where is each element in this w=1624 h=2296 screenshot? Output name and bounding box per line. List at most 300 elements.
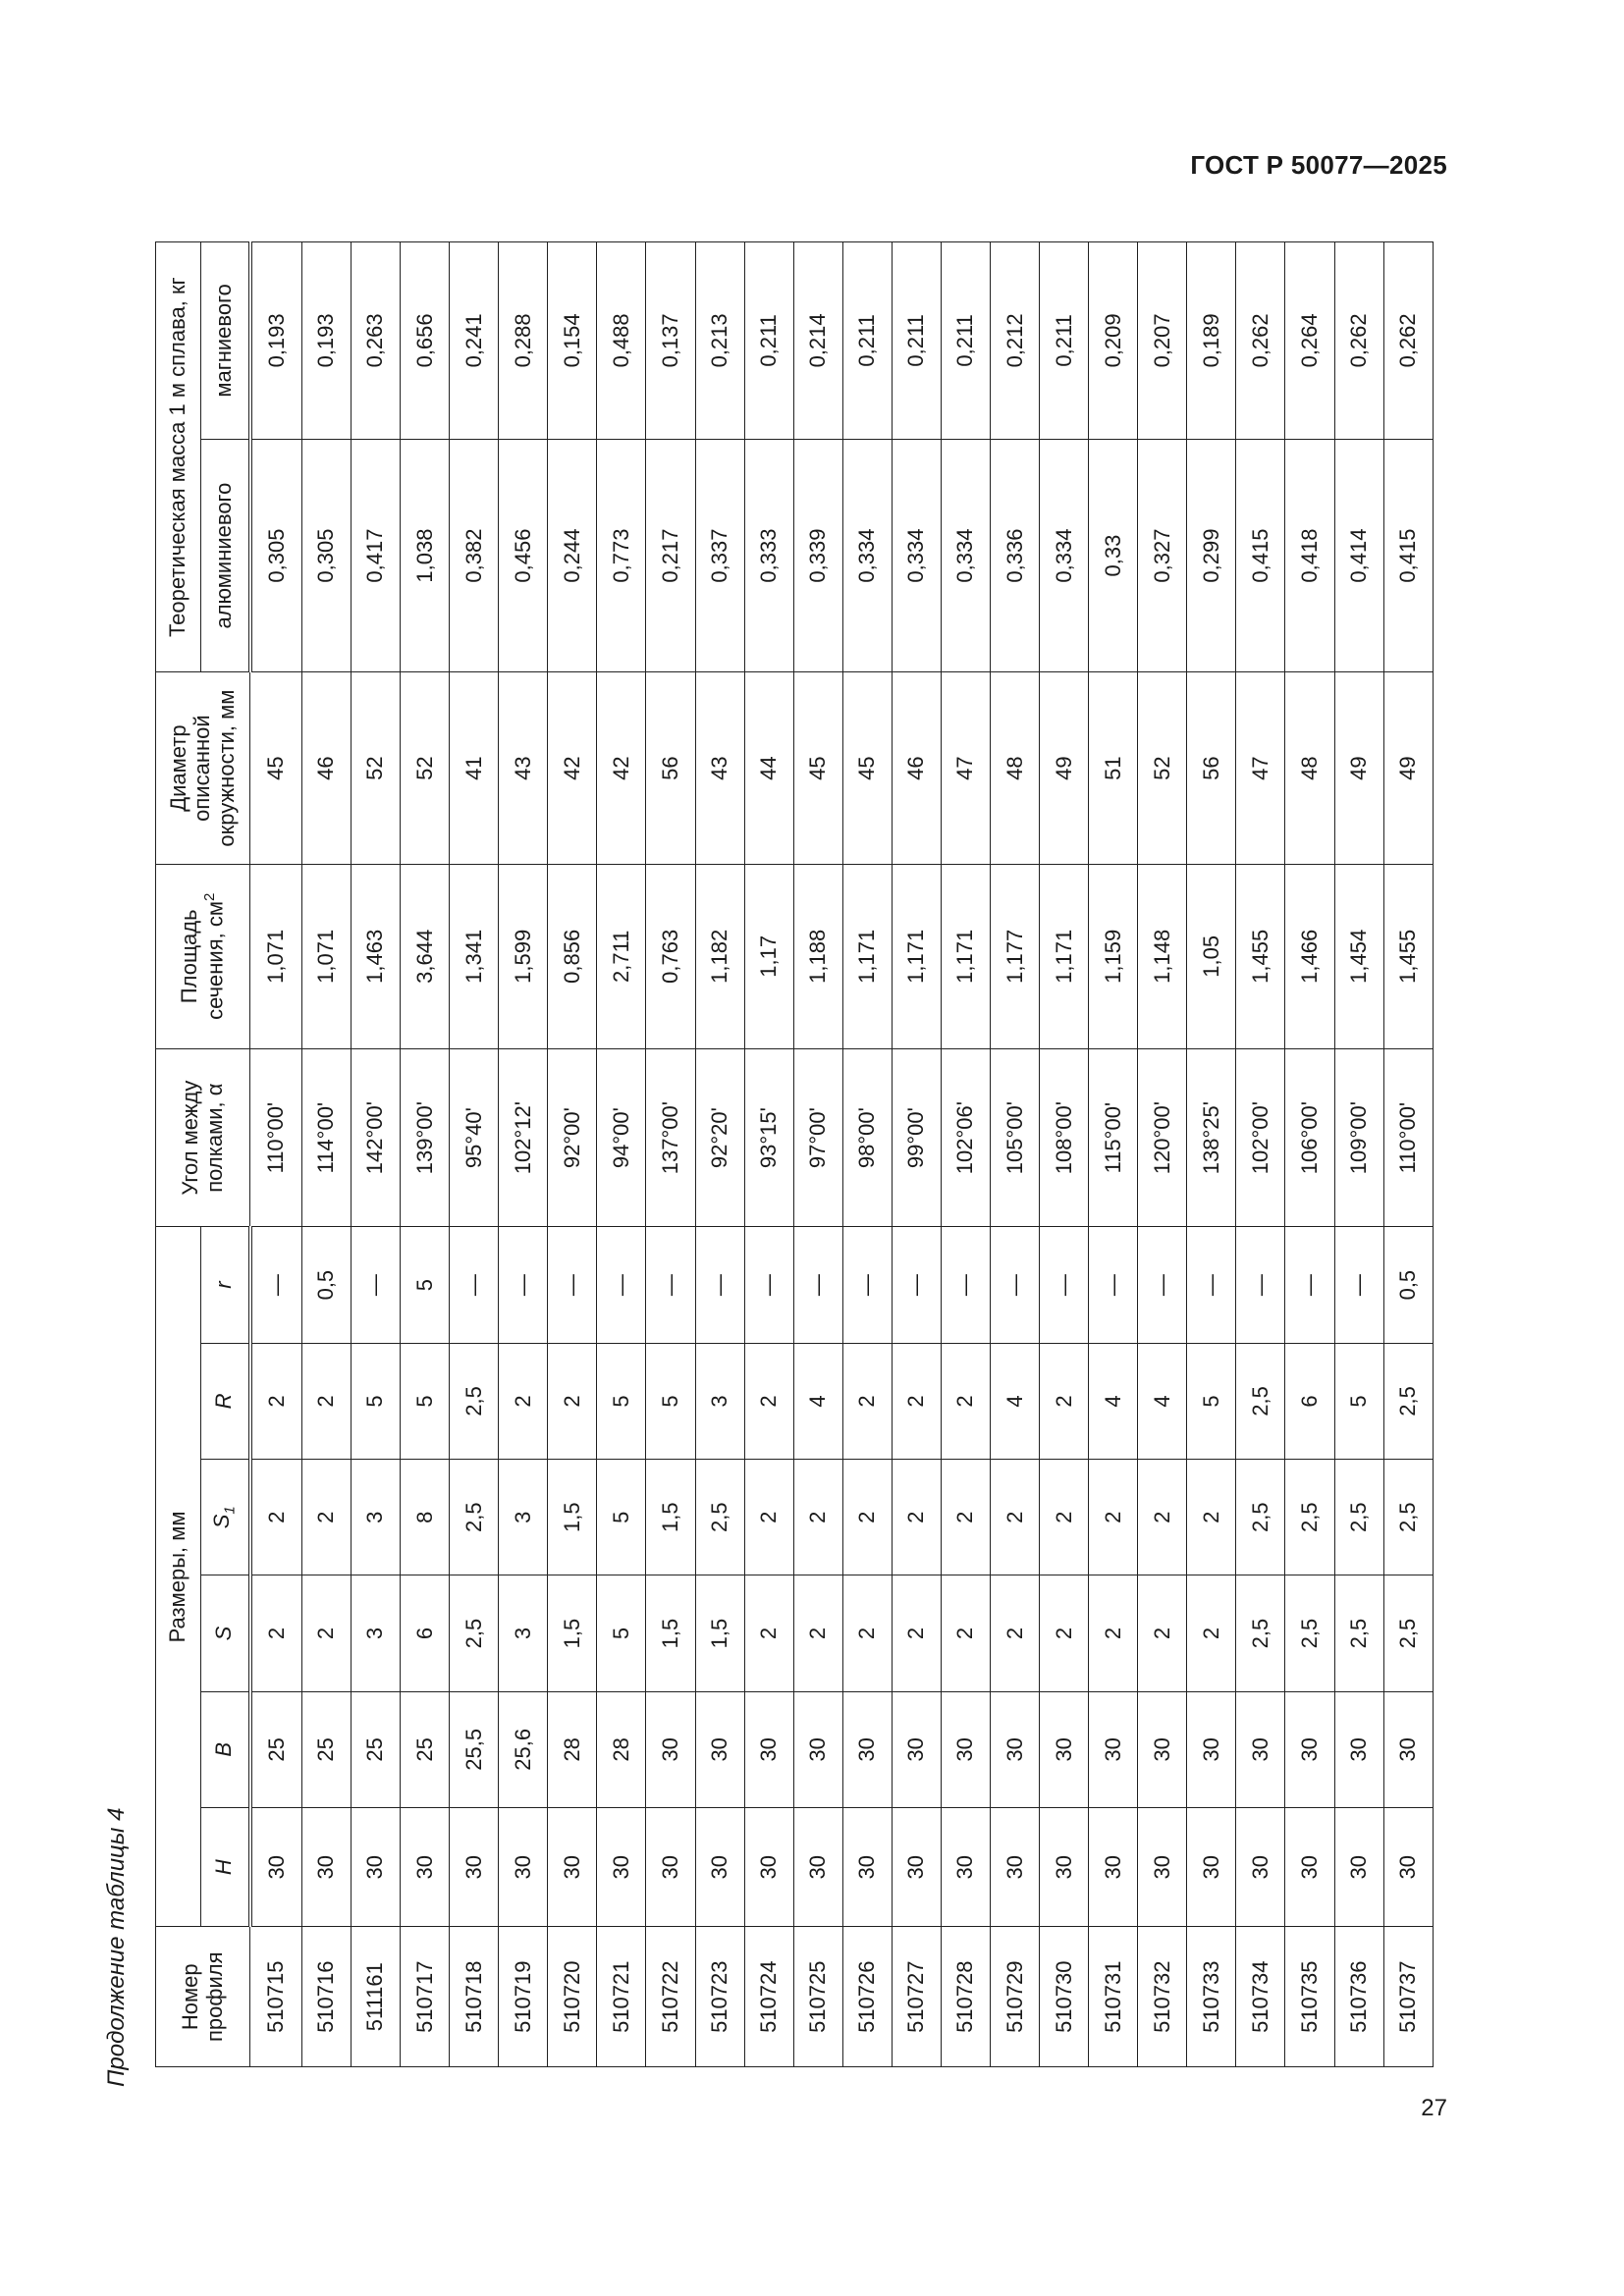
- cell-profile: 510734: [1236, 1927, 1285, 2067]
- cell-diameter: 46: [301, 672, 351, 864]
- header-sizes-group: Размеры, мм: [156, 1227, 201, 1927]
- cell-area: 1,188: [793, 864, 842, 1048]
- cell-angle: 109°00': [1334, 1048, 1383, 1227]
- cell-magnesium: 0,211: [1040, 242, 1089, 440]
- cell-diameter: 41: [450, 672, 499, 864]
- cell-profile: 510719: [499, 1927, 548, 2067]
- cell-R: 4: [793, 1343, 842, 1459]
- cell-B: 30: [1187, 1691, 1236, 1807]
- cell-area: 1,177: [990, 864, 1039, 1048]
- cell-profile: 510733: [1187, 1927, 1236, 2067]
- cell-R: 2: [842, 1343, 892, 1459]
- header-magnesium: магниевого: [201, 242, 250, 440]
- cell-diameter: 47: [941, 672, 990, 864]
- cell-S: 2: [1040, 1575, 1089, 1691]
- rotated-table-area: [98, 222, 1453, 2087]
- cell-R: 4: [990, 1343, 1039, 1459]
- cell-S1: 2,5: [1285, 1460, 1334, 1575]
- cell-angle: 94°00': [597, 1048, 646, 1227]
- cell-aluminum: 0,244: [548, 439, 597, 672]
- cell-diameter: 44: [744, 672, 793, 864]
- cell-profile: 510725: [793, 1927, 842, 2067]
- cell-H: 30: [548, 1807, 597, 1926]
- cell-S1: 5: [597, 1460, 646, 1575]
- cell-B: 25: [401, 1691, 450, 1807]
- cell-aluminum: 0,415: [1236, 439, 1285, 672]
- cell-R: 2,5: [1236, 1343, 1285, 1459]
- cell-r: —: [1187, 1227, 1236, 1343]
- cell-R: 5: [646, 1343, 695, 1459]
- cell-B: 28: [548, 1691, 597, 1807]
- cell-diameter: 49: [1334, 672, 1383, 864]
- cell-R: 2: [892, 1343, 941, 1459]
- cell-r: —: [548, 1227, 597, 1343]
- cell-r: 5: [401, 1227, 450, 1343]
- cell-S1: 2: [744, 1460, 793, 1575]
- cell-S: 2,5: [1334, 1575, 1383, 1691]
- cell-B: 25,5: [450, 1691, 499, 1807]
- cell-magnesium: 0,137: [646, 242, 695, 440]
- cell-B: 30: [744, 1691, 793, 1807]
- cell-aluminum: 0,382: [450, 439, 499, 672]
- cell-aluminum: 0,456: [499, 439, 548, 672]
- cell-angle: 105°00': [990, 1048, 1039, 1227]
- table-row: [793, 242, 842, 2067]
- cell-r: —: [250, 1227, 302, 1343]
- cell-r: —: [793, 1227, 842, 1343]
- cell-angle: 139°00': [401, 1048, 450, 1227]
- cell-S: 1,5: [695, 1575, 744, 1691]
- cell-B: 30: [892, 1691, 941, 1807]
- header-aluminum: алюминиевого: [201, 439, 250, 672]
- cell-diameter: 42: [548, 672, 597, 864]
- cell-profile: 510730: [1040, 1927, 1089, 2067]
- table-row: [744, 242, 793, 2067]
- cell-H: 30: [1089, 1807, 1138, 1926]
- cell-r: —: [1138, 1227, 1187, 1343]
- cell-profile: 510716: [301, 1927, 351, 2067]
- cell-H: 30: [941, 1807, 990, 1926]
- cell-magnesium: 0,189: [1187, 242, 1236, 440]
- cell-profile: 510722: [646, 1927, 695, 2067]
- cell-diameter: 51: [1089, 672, 1138, 864]
- cell-area: 2,711: [597, 864, 646, 1048]
- cell-magnesium: 0,209: [1089, 242, 1138, 440]
- cell-S1: 8: [401, 1460, 450, 1575]
- cell-B: 30: [1040, 1691, 1089, 1807]
- cell-S: 6: [401, 1575, 450, 1691]
- cell-S1: 2: [941, 1460, 990, 1575]
- cell-B: 30: [842, 1691, 892, 1807]
- table-row: [646, 242, 695, 2067]
- cell-R: 6: [1285, 1343, 1334, 1459]
- cell-profile: 510726: [842, 1927, 892, 2067]
- header-area: [156, 864, 250, 1048]
- cell-H: 30: [597, 1807, 646, 1926]
- cell-S: 2: [301, 1575, 351, 1691]
- cell-r: —: [450, 1227, 499, 1343]
- cell-area: 3,644: [401, 864, 450, 1048]
- cell-angle: 92°20': [695, 1048, 744, 1227]
- cell-diameter: 52: [1138, 672, 1187, 864]
- cell-angle: 106°00': [1285, 1048, 1334, 1227]
- cell-diameter: 52: [351, 672, 400, 864]
- cell-angle: 137°00': [646, 1048, 695, 1227]
- cell-profile: 510727: [892, 1927, 941, 2067]
- table-row: [941, 242, 990, 2067]
- cell-magnesium: 0,488: [597, 242, 646, 440]
- cell-diameter: 47: [1236, 672, 1285, 864]
- cell-diameter: 52: [401, 672, 450, 864]
- cell-H: 30: [1040, 1807, 1089, 1926]
- cell-r: —: [1089, 1227, 1138, 1343]
- cell-aluminum: 0,334: [1040, 439, 1089, 672]
- cell-angle: 114°00': [301, 1048, 351, 1227]
- cell-R: 2,5: [450, 1343, 499, 1459]
- cell-aluminum: 0,305: [301, 439, 351, 672]
- header-profile-number: Номер профиля: [156, 1927, 250, 2067]
- cell-H: 30: [401, 1807, 450, 1926]
- cell-B: 25: [351, 1691, 400, 1807]
- cell-S: 2: [250, 1575, 302, 1691]
- cell-H: 30: [842, 1807, 892, 1926]
- cell-aluminum: 0,417: [351, 439, 400, 672]
- cell-S: 2,5: [1383, 1575, 1433, 1691]
- cell-S: 2: [793, 1575, 842, 1691]
- table-row: [1040, 242, 1089, 2067]
- cell-S: 1,5: [548, 1575, 597, 1691]
- cell-magnesium: 0,154: [548, 242, 597, 440]
- cell-aluminum: 0,334: [892, 439, 941, 672]
- cell-profile: 510721: [597, 1927, 646, 2067]
- cell-diameter: 48: [1285, 672, 1334, 864]
- cell-magnesium: 0,264: [1285, 242, 1334, 440]
- header-S1-letter: S: [209, 1514, 235, 1529]
- cell-area: 1,148: [1138, 864, 1187, 1048]
- cell-diameter: 49: [1040, 672, 1089, 864]
- cell-r: —: [351, 1227, 400, 1343]
- cell-profile: 510735: [1285, 1927, 1334, 2067]
- cell-diameter: 42: [597, 672, 646, 864]
- cell-diameter: 45: [250, 672, 302, 864]
- cell-area: 1,159: [1089, 864, 1138, 1048]
- cell-R: 2: [744, 1343, 793, 1459]
- cell-B: 30: [1383, 1691, 1433, 1807]
- cell-angle: 95°40': [450, 1048, 499, 1227]
- cell-R: 2: [499, 1343, 548, 1459]
- cell-aluminum: 0,334: [842, 439, 892, 672]
- cell-r: —: [1040, 1227, 1089, 1343]
- cell-magnesium: 0,193: [301, 242, 351, 440]
- cell-H: 30: [793, 1807, 842, 1926]
- cell-R: 3: [695, 1343, 744, 1459]
- cell-aluminum: 0,773: [597, 439, 646, 672]
- cell-angle: 98°00': [842, 1048, 892, 1227]
- cell-profile: 510723: [695, 1927, 744, 2067]
- cell-r: —: [1285, 1227, 1334, 1343]
- cell-area: 1,171: [892, 864, 941, 1048]
- cell-B: 30: [1236, 1691, 1285, 1807]
- cell-r: —: [1236, 1227, 1285, 1343]
- cell-profile: 511161: [351, 1927, 400, 2067]
- cell-magnesium: 0,211: [941, 242, 990, 440]
- cell-S: 2: [744, 1575, 793, 1691]
- cell-aluminum: 0,334: [941, 439, 990, 672]
- header-r: r: [201, 1227, 250, 1343]
- cell-profile: 510736: [1334, 1927, 1383, 2067]
- cell-S1: 1,5: [548, 1460, 597, 1575]
- header-H: H: [201, 1807, 250, 1926]
- cell-S: 2: [892, 1575, 941, 1691]
- cell-profile: 510731: [1089, 1927, 1138, 2067]
- table-row: [1285, 242, 1334, 2067]
- cell-profile: 510717: [401, 1927, 450, 2067]
- cell-area: 1,071: [250, 864, 302, 1048]
- cell-H: 30: [499, 1807, 548, 1926]
- cell-diameter: 56: [646, 672, 695, 864]
- cell-B: 30: [1138, 1691, 1187, 1807]
- cell-angle: 110°00': [250, 1048, 302, 1227]
- cell-R: 5: [1334, 1343, 1383, 1459]
- cell-r: —: [941, 1227, 990, 1343]
- cell-magnesium: 0,656: [401, 242, 450, 440]
- cell-profile: 510718: [450, 1927, 499, 2067]
- cell-area: 1,171: [1040, 864, 1089, 1048]
- cell-R: 2: [941, 1343, 990, 1459]
- header-diameter: Диаметр описанной окружности, мм: [156, 672, 250, 864]
- cell-B: 30: [1334, 1691, 1383, 1807]
- cell-R: 5: [1187, 1343, 1236, 1459]
- cell-angle: 92°00': [548, 1048, 597, 1227]
- cell-R: 2: [1040, 1343, 1089, 1459]
- cell-r: —: [1334, 1227, 1383, 1343]
- cell-diameter: 45: [842, 672, 892, 864]
- cell-area: 1,455: [1383, 864, 1433, 1048]
- cell-H: 30: [695, 1807, 744, 1926]
- cell-area: 1,171: [941, 864, 990, 1048]
- cell-angle: 142°00': [351, 1048, 400, 1227]
- cell-S1: 2: [1138, 1460, 1187, 1575]
- cell-magnesium: 0,207: [1138, 242, 1187, 440]
- cell-magnesium: 0,262: [1334, 242, 1383, 440]
- table-row: [1187, 242, 1236, 2067]
- cell-angle: 102°06': [941, 1048, 990, 1227]
- table-row: [842, 242, 892, 2067]
- cell-S1: 2: [301, 1460, 351, 1575]
- cell-S: 3: [499, 1575, 548, 1691]
- cell-R: 2: [301, 1343, 351, 1459]
- cell-profile: 510737: [1383, 1927, 1433, 2067]
- cell-angle: 102°00': [1236, 1048, 1285, 1227]
- cell-S: 2,5: [450, 1575, 499, 1691]
- cell-angle: 102°12': [499, 1048, 548, 1227]
- cell-magnesium: 0,211: [842, 242, 892, 440]
- cell-area: 1,455: [1236, 864, 1285, 1048]
- cell-diameter: 43: [499, 672, 548, 864]
- cell-magnesium: 0,193: [250, 242, 302, 440]
- cell-H: 30: [1236, 1807, 1285, 1926]
- cell-aluminum: 0,414: [1334, 439, 1383, 672]
- cell-profile: 510724: [744, 1927, 793, 2067]
- cell-aluminum: 0,336: [990, 439, 1039, 672]
- cell-R: 5: [597, 1343, 646, 1459]
- cell-S1: 2: [250, 1460, 302, 1575]
- cell-area: 1,463: [351, 864, 400, 1048]
- cell-S1: 2,5: [695, 1460, 744, 1575]
- cell-r: —: [499, 1227, 548, 1343]
- cell-S1: 2: [1089, 1460, 1138, 1575]
- cell-H: 30: [450, 1807, 499, 1926]
- cell-area: 1,182: [695, 864, 744, 1048]
- cell-magnesium: 0,214: [793, 242, 842, 440]
- cell-B: 25,6: [499, 1691, 548, 1807]
- cell-r: —: [842, 1227, 892, 1343]
- cell-diameter: 43: [695, 672, 744, 864]
- cell-angle: 120°00': [1138, 1048, 1187, 1227]
- cell-area: 1,341: [450, 864, 499, 1048]
- cell-S: 2,5: [1236, 1575, 1285, 1691]
- cell-S: 5: [597, 1575, 646, 1691]
- cell-H: 30: [250, 1807, 302, 1926]
- cell-B: 25: [250, 1691, 302, 1807]
- cell-aluminum: 0,337: [695, 439, 744, 672]
- cell-magnesium: 0,288: [499, 242, 548, 440]
- cell-diameter: 48: [990, 672, 1039, 864]
- cell-R: 2: [250, 1343, 302, 1459]
- cell-B: 30: [990, 1691, 1039, 1807]
- cell-aluminum: 0,415: [1383, 439, 1433, 672]
- cell-area: 1,466: [1285, 864, 1334, 1048]
- table-caption: Продолжение таблицы 4: [103, 1807, 130, 2087]
- cell-R: 5: [351, 1343, 400, 1459]
- cell-H: 30: [351, 1807, 400, 1926]
- cell-area: 1,454: [1334, 864, 1383, 1048]
- table-row: [597, 242, 646, 2067]
- cell-area: 1,071: [301, 864, 351, 1048]
- cell-H: 30: [646, 1807, 695, 1926]
- cell-B: 25: [301, 1691, 351, 1807]
- table-body: [250, 242, 1434, 2067]
- table-row: [1334, 242, 1383, 2067]
- cell-S1: 2: [892, 1460, 941, 1575]
- cell-S: 2: [1138, 1575, 1187, 1691]
- cell-aluminum: 0,217: [646, 439, 695, 672]
- cell-area: 0,856: [548, 864, 597, 1048]
- cell-B: 30: [1089, 1691, 1138, 1807]
- cell-profile: 510728: [941, 1927, 990, 2067]
- cell-angle: 110°00': [1383, 1048, 1433, 1227]
- header-area-text: Площадь сечения, см: [177, 901, 228, 1020]
- table-row: [450, 242, 499, 2067]
- cell-S1: 2: [793, 1460, 842, 1575]
- cell-S1: 3: [499, 1460, 548, 1575]
- cell-S1: 3: [351, 1460, 400, 1575]
- table-row: [301, 242, 351, 2067]
- cell-magnesium: 0,263: [351, 242, 400, 440]
- table-row: [1236, 242, 1285, 2067]
- header-B: B: [201, 1691, 250, 1807]
- cell-R: 2: [548, 1343, 597, 1459]
- header-R: R: [201, 1343, 250, 1459]
- cell-area: 1,17: [744, 864, 793, 1048]
- cell-area: 1,171: [842, 864, 892, 1048]
- cell-S: 2,5: [1285, 1575, 1334, 1691]
- table-row: [548, 242, 597, 2067]
- cell-angle: 97°00': [793, 1048, 842, 1227]
- cell-profile: 510729: [990, 1927, 1039, 2067]
- cell-aluminum: 0,333: [744, 439, 793, 672]
- document-code: ГОСТ Р 50077—2025: [1190, 150, 1447, 180]
- cell-angle: 108°00': [1040, 1048, 1089, 1227]
- cell-B: 28: [597, 1691, 646, 1807]
- cell-diameter: 46: [892, 672, 941, 864]
- cell-r: —: [597, 1227, 646, 1343]
- cell-angle: 93°15': [744, 1048, 793, 1227]
- cell-aluminum: 0,339: [793, 439, 842, 672]
- cell-area: 1,05: [1187, 864, 1236, 1048]
- header-S1-sub: 1: [221, 1506, 239, 1515]
- cell-area: 1,599: [499, 864, 548, 1048]
- cell-S: 2: [1187, 1575, 1236, 1691]
- cell-diameter: 45: [793, 672, 842, 864]
- cell-R: 4: [1089, 1343, 1138, 1459]
- cell-magnesium: 0,262: [1383, 242, 1433, 440]
- cell-B: 30: [1285, 1691, 1334, 1807]
- cell-S: 2: [941, 1575, 990, 1691]
- cell-profile: 510720: [548, 1927, 597, 2067]
- cell-S1: 2: [1040, 1460, 1089, 1575]
- cell-S1: 2,5: [1383, 1460, 1433, 1575]
- cell-aluminum: 0,327: [1138, 439, 1187, 672]
- cell-magnesium: 0,241: [450, 242, 499, 440]
- table-row: [401, 242, 450, 2067]
- cell-r: —: [892, 1227, 941, 1343]
- cell-r: —: [744, 1227, 793, 1343]
- header-angle: Угол между полками, α: [156, 1048, 250, 1227]
- table-row: [1089, 242, 1138, 2067]
- cell-angle: 99°00': [892, 1048, 941, 1227]
- cell-H: 30: [1138, 1807, 1187, 1926]
- cell-profile: 510732: [1138, 1927, 1187, 2067]
- header-mass-group: Теоретическая масса 1 м сплава, кг: [156, 242, 201, 672]
- table-row: [1138, 242, 1187, 2067]
- header-S1: [201, 1460, 250, 1575]
- cell-magnesium: 0,211: [892, 242, 941, 440]
- cell-H: 30: [1285, 1807, 1334, 1926]
- cell-S1: 2,5: [450, 1460, 499, 1575]
- table-row: [499, 242, 548, 2067]
- cell-S1: 2: [990, 1460, 1039, 1575]
- table-row: [892, 242, 941, 2067]
- cell-S1: 2: [842, 1460, 892, 1575]
- table-row: [250, 242, 302, 2067]
- page-number: 27: [1421, 2095, 1447, 2121]
- cell-B: 30: [695, 1691, 744, 1807]
- header-area-sup: 2: [200, 892, 218, 902]
- cell-S1: 1,5: [646, 1460, 695, 1575]
- cell-S: 3: [351, 1575, 400, 1691]
- cell-r: 0,5: [1383, 1227, 1433, 1343]
- table-row: [351, 242, 400, 2067]
- cell-H: 30: [1187, 1807, 1236, 1926]
- cell-S: 2: [1089, 1575, 1138, 1691]
- cell-H: 30: [744, 1807, 793, 1926]
- cell-r: —: [646, 1227, 695, 1343]
- cell-S: 2: [842, 1575, 892, 1691]
- cell-magnesium: 0,213: [695, 242, 744, 440]
- cell-aluminum: 0,299: [1187, 439, 1236, 672]
- cell-H: 30: [301, 1807, 351, 1926]
